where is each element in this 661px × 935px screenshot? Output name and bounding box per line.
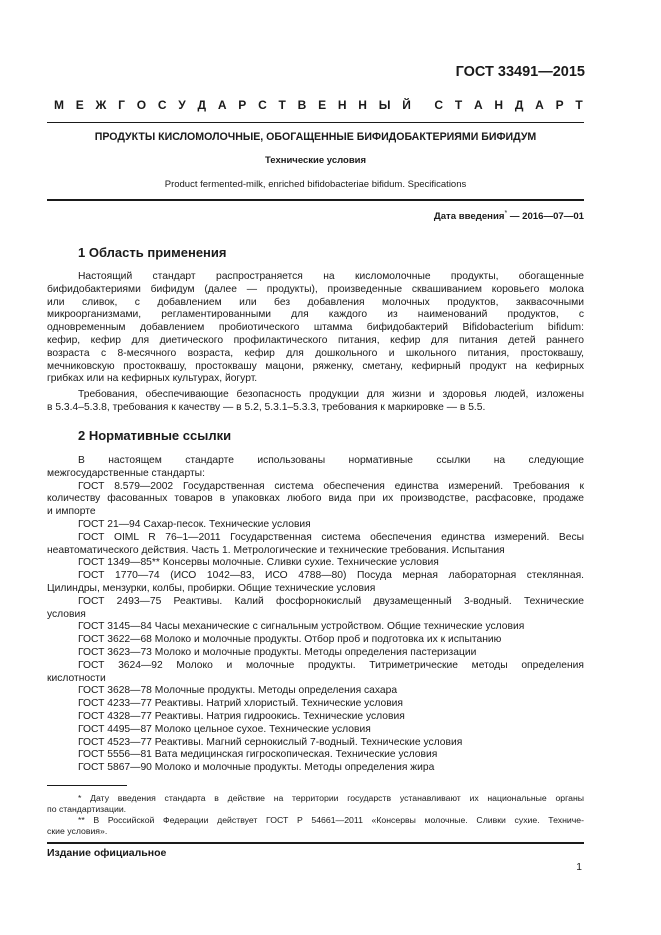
banner-letter: Т bbox=[454, 98, 463, 112]
banner-letter: С bbox=[157, 98, 167, 112]
reference-line: ГОСТ 4495—87 Молоко цельное сухое. Технические условия bbox=[78, 723, 371, 735]
reference-line: и импорте bbox=[47, 506, 96, 518]
banner-letter: Ы bbox=[378, 98, 391, 112]
banner-letter: В bbox=[297, 98, 307, 112]
section-2-heading: 2 Нормативные ссылки bbox=[78, 428, 232, 443]
normative-reference bbox=[47, 634, 584, 647]
banner-letter: Н bbox=[494, 98, 504, 112]
introduction-date-value: — 2016—07—01 bbox=[507, 211, 584, 223]
banner-letter: Д bbox=[514, 98, 524, 112]
banner-letter: Н bbox=[358, 98, 367, 112]
official-edition-label: Издание официальное bbox=[47, 847, 167, 859]
footer-rule bbox=[47, 842, 584, 844]
banner-letter: А bbox=[535, 98, 544, 112]
document-subtitle: Технические условия bbox=[264, 155, 367, 166]
reference-line: ГОСТ 4328—77 Реактивы. Натрия гидроокись. Технические условия bbox=[78, 710, 405, 722]
normative-reference bbox=[47, 660, 584, 686]
reference-line: кислотности bbox=[47, 672, 106, 684]
paragraph-line: грибках или на кефирных культурах, йогурт. bbox=[47, 373, 258, 385]
interstate-standard-banner bbox=[54, 98, 583, 112]
normative-reference bbox=[47, 685, 584, 698]
reference-line: неавтоматического действия. Часть 1. Метрологические и технические требования. Испытания bbox=[47, 544, 505, 556]
document-code: ГОСТ 33491—2015 bbox=[455, 64, 585, 80]
banner-letter: А bbox=[473, 98, 483, 112]
normative-reference bbox=[47, 570, 584, 596]
paragraph-line: мечниковскую простоквашу, простоквашу мацони, ряженку, сметану, кефирный продукт на кефирных bbox=[47, 360, 584, 372]
reference-line: ГОСТ 4523—77 Реактивы. Магний сернокислый 7-водный. Технические условия bbox=[78, 736, 463, 748]
banner-letter: А bbox=[217, 98, 227, 112]
normative-reference bbox=[47, 596, 584, 622]
section-1-heading: 1 Область применения bbox=[78, 245, 227, 260]
paragraph-line: Настоящий стандарт распространяется на кисломолочные продукты, обогащенные bbox=[78, 271, 584, 282]
banner-letter: С bbox=[258, 98, 267, 112]
footnote-line: ** В Российской Федерации действует ГОСТ Р 54661—2011 «Консервы молочные. Сливки сухие. Техниче- bbox=[78, 815, 584, 825]
reference-line: ГОСТ 21—94 Сахар-песок. Технические условия bbox=[78, 518, 311, 530]
section-2-body bbox=[47, 455, 584, 775]
banner-letter: Д bbox=[197, 98, 207, 112]
paragraph-line: бифидобактериями бифидум (далее — продукты), произведенные сквашиванием коровьего молока bbox=[47, 283, 584, 295]
footnote-1 bbox=[47, 793, 584, 815]
reference-line: ГОСТ 2493—75 Реактивы. Калий фосфорнокислый двузамещенный 3-водный. Технические bbox=[78, 595, 584, 607]
paragraph-line: возраста с 8-месячного возраста, кефир для дошкольного и школьного питания, простоквашу, bbox=[47, 347, 584, 359]
banner-letter: Р bbox=[555, 98, 564, 112]
normative-reference bbox=[47, 698, 584, 711]
paragraph-line: В настоящем стандарте использованы нормативные ссылки на следующие bbox=[78, 455, 584, 466]
header-rule bbox=[47, 122, 584, 123]
paragraph-line: одновременным добавлением пробиотического штамма бифидобактерий Bifidobacterium bifidum: bbox=[47, 322, 584, 334]
normative-reference bbox=[47, 481, 584, 519]
banner-letter: О bbox=[136, 98, 147, 112]
reference-line: ГОСТ 3624—92 Молоко и молочные продукты. Титриметрические методы определения bbox=[78, 659, 584, 671]
footnote-line: ские условия». bbox=[47, 826, 108, 837]
document-title: ПРОДУКТЫ КИСЛОМОЛОЧНЫЕ, ОБОГАЩЕННЫЕ БИФИДОБАКТЕРИЯМИ БИФИДУМ bbox=[94, 131, 537, 143]
normative-reference bbox=[47, 711, 584, 724]
banner-letter: Т bbox=[575, 98, 583, 112]
normative-reference bbox=[47, 621, 584, 634]
normative-reference bbox=[47, 762, 584, 775]
reference-line: ГОСТ 8.579—2002 Государственная система обеспечения единства измерений. Требования к bbox=[78, 480, 584, 492]
reference-line: ГОСТ 4233—77 Реактивы. Натрий хлористый. Технические условия bbox=[78, 698, 403, 710]
reference-line: ГОСТ 5867—90 Молоко и молочные продукты. Методы определения жира bbox=[78, 762, 435, 774]
normative-reference bbox=[47, 737, 584, 750]
banner-letter: С bbox=[434, 98, 444, 112]
paragraph-line: микроорганизмами, регламентированными для каждого из наименований продуктов, с bbox=[47, 309, 584, 321]
page-number: 1 bbox=[576, 862, 582, 873]
paragraph-line: межгосударственные стандарты: bbox=[47, 467, 205, 479]
paragraph-line: или сливок, с добавлением или без добавления молочных продуктов, заквасочными bbox=[47, 296, 584, 308]
normative-reference bbox=[47, 532, 584, 558]
banner-letter: У bbox=[178, 98, 186, 112]
banner-letter: Н bbox=[337, 98, 347, 112]
section-1-paragraph-2 bbox=[47, 389, 584, 415]
paragraph-line: Требования, обеспечивающие безопасность продукции для жизни и здоровья людей, изложены bbox=[78, 389, 584, 400]
reference-line: ГОСТ 1349—85** Консервы молочные. Сливки сухие. Технические условия bbox=[78, 557, 439, 569]
reference-line: ГОСТ 3622—68 Молоко и молочные продукты. Отбор проб и подготовка их к испытанию bbox=[78, 634, 502, 646]
footnote-2 bbox=[47, 815, 584, 837]
english-title: Product fermented-milk, enriched bifidobacteriae bifidum. Specifications bbox=[164, 179, 467, 190]
reference-line: Цилиндры, мензурки, колбы, пробирки. Общие технические условия bbox=[47, 582, 376, 594]
banner-letter: Ж bbox=[95, 98, 107, 112]
paragraph-line: в 5.3.4–5.3.8, требования к качеству — в 5.2, 5.3.1–5.3.3, требования к маркировке — в 5.5. bbox=[47, 401, 486, 413]
footnote-mark: * bbox=[504, 210, 508, 217]
banner-letter: Т bbox=[278, 98, 286, 112]
reference-line: ГОСТ 5556—81 Вата медицинская гигроскопическая. Технические условия bbox=[78, 749, 438, 761]
banner-letter: Е bbox=[75, 98, 84, 112]
reference-line: ГОСТ 3145—84 Часы механические с сигнальным устройством. Общие технические условия bbox=[78, 621, 525, 633]
normative-reference bbox=[47, 557, 584, 570]
banner-letter: Р bbox=[238, 98, 247, 112]
reference-line: количеству фасованных товаров в упаковках любого вида при их производстве, расфасовке, продаже bbox=[47, 493, 584, 505]
reference-line: ГОСТ OIML R 76–1—2011 Государственная система обеспечения единства измерений. Весы bbox=[78, 531, 584, 543]
normative-reference bbox=[47, 647, 584, 660]
footnote-line: * Дату введения стандарта в действие на территории государств устанавливают их национальные органы bbox=[78, 793, 584, 803]
introduction-date bbox=[434, 210, 584, 222]
reference-line: ГОСТ 3628—78 Молочные продукты. Методы определения сахара bbox=[78, 685, 398, 697]
reference-line: условия bbox=[47, 608, 86, 620]
title-rule bbox=[47, 199, 584, 201]
introduction-date-label: Дата введения bbox=[433, 211, 505, 223]
banner-letter: Е bbox=[318, 98, 327, 112]
reference-line: ГОСТ 3623—73 Молоко и молочные продукты. Методы определения пастеризации bbox=[78, 646, 477, 658]
section-1-paragraph-1 bbox=[47, 271, 584, 386]
paragraph-line: кефир, кефир для диетического профилактического питания, кефир для питания детей раннего bbox=[47, 334, 584, 346]
footnote-rule bbox=[47, 785, 127, 786]
banner-letter: М bbox=[54, 98, 64, 112]
normative-reference bbox=[47, 519, 584, 532]
normative-reference bbox=[47, 724, 584, 737]
banner-letter: Й bbox=[402, 98, 411, 112]
banner-letter: Г bbox=[118, 98, 125, 112]
reference-line: ГОСТ 1770—74 (ИСО 1042—83, ИСО 4788—80) Посуда мерная лабораторная стеклянная. bbox=[78, 570, 584, 582]
normative-reference bbox=[47, 749, 584, 762]
footnote-line: по стандартизации. bbox=[47, 804, 127, 815]
